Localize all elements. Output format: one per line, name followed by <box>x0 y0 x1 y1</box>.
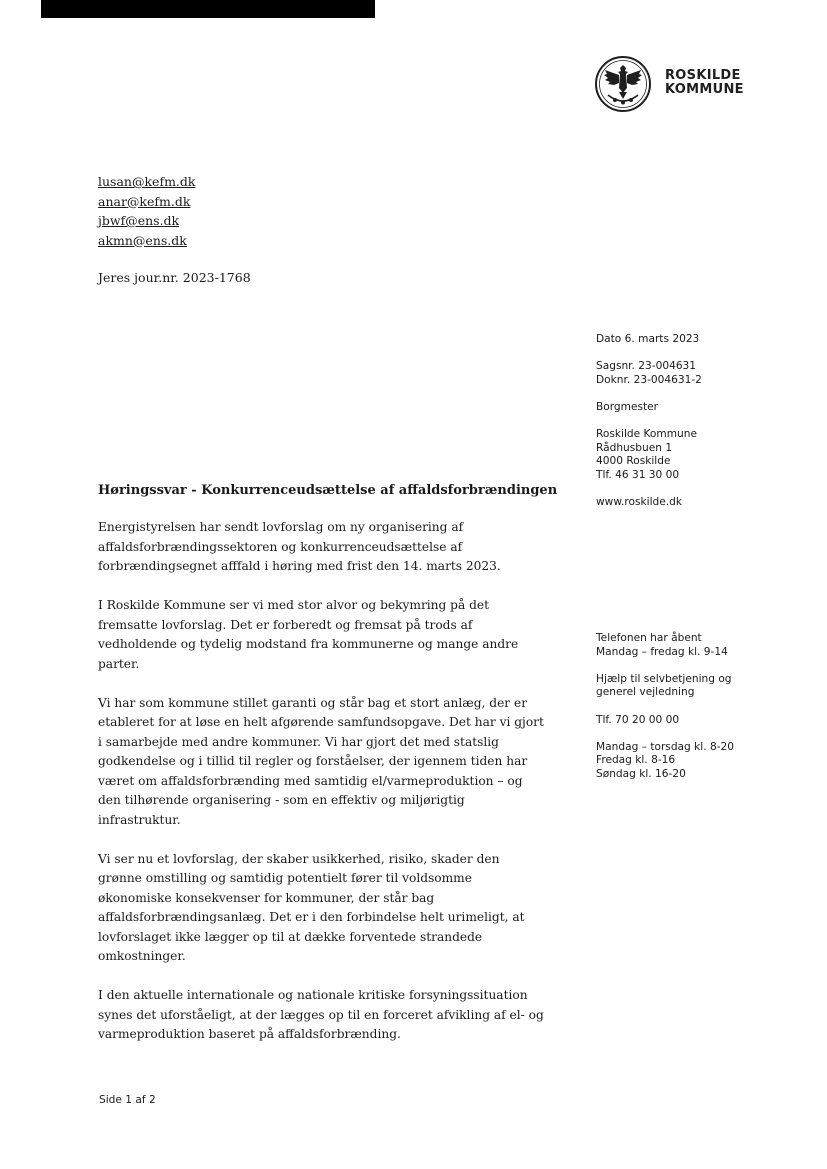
address-line: 4000 Roskilde <box>596 455 671 468</box>
text-line: vedholdende og tydelig modstand fra kommunerne og mange andre <box>98 637 519 651</box>
text-line: omkostninger. <box>98 949 186 963</box>
hours-title: Telefonen har åbent <box>596 632 702 644</box>
text-line: Vi har som kommune stillet garanti og står bag et stort anlæg, der er <box>98 695 528 710</box>
redaction-bar <box>41 0 375 18</box>
journal-number: Jeres jour.nr. 2023-1768 <box>98 270 251 285</box>
text-line: fremsatte lovforslag. Det er forberedt og fremsat på trods af <box>98 617 473 632</box>
help-phone: Tlf. 70 20 00 00 <box>596 713 680 726</box>
logo-text <box>665 69 744 97</box>
case-number: Sagsnr. 23-004631 <box>596 360 697 373</box>
date-label: Dato 6. marts 2023 <box>596 333 700 345</box>
text-line: grønne omstilling og samtidig potentielt fører til voldsomme <box>98 871 472 885</box>
logo-line1: ROSKILDE <box>665 68 741 83</box>
recipient-email[interactable]: lusan@kefm.dk <box>98 174 196 189</box>
text-line: været om affaldsforbrænding med samtidig el/varmeproduktion – og <box>98 773 523 788</box>
paragraph <box>98 986 543 1045</box>
recipient-email[interactable]: akmn@ens.dk <box>98 232 187 248</box>
eagle-crest-icon <box>594 55 652 113</box>
text-line: den tilhørende organisering - som en effektiv og miljørigtig <box>98 793 465 807</box>
text-line: Vi ser nu et lovforslag, der skaber usikkerhed, risiko, skader den <box>98 851 500 866</box>
sender-title: Borgmester <box>596 400 659 413</box>
text-line: synes det uforståeligt, at der lægges op til en forceret afvikling af el- og <box>98 1007 544 1022</box>
opening-hours: Mandag – torsdag kl. 8-20 <box>596 740 734 753</box>
website-link[interactable]: www.roskilde.dk <box>596 496 683 509</box>
text-line: affaldsforbrændingsanlæg. Det er i den forbindelse helt urimeligt, at <box>98 910 525 924</box>
help-line: generel vejledning <box>596 686 695 699</box>
hours-phone: Mandag – fredag kl. 9-14 <box>596 645 728 658</box>
text-line: I den aktuelle internationale og nationale kritiske forsyningssituation <box>98 988 528 1002</box>
letter-body <box>98 518 543 1064</box>
document-number: Doknr. 23-004631-2 <box>596 373 702 386</box>
letter-title: Høringssvar - Konkurrenceudsættelse af affaldsforbrændingen <box>98 483 558 498</box>
paragraph <box>98 518 543 577</box>
help-line: Hjælp til selvbetjening og <box>596 672 732 685</box>
opening-hours: Fredag kl. 8-16 <box>596 754 676 767</box>
address-line: Rådhusbuen 1 <box>596 441 673 454</box>
page-number: Side 1 af 2 <box>99 1094 156 1106</box>
text-line: infrastruktur. <box>98 812 181 827</box>
recipient-list <box>98 172 195 250</box>
address-line: Roskilde Kommune <box>596 428 698 441</box>
opening-hours: Søndag kl. 16-20 <box>596 767 686 780</box>
sidebar-hours <box>596 632 734 782</box>
sidebar-metadata <box>596 333 702 510</box>
paragraph <box>98 596 543 674</box>
recipient-email[interactable]: anar@kefm.dk <box>98 193 191 209</box>
logo-line2: KOMMUNE <box>665 82 744 97</box>
text-line: forbrændingsegnet afffald i høring med frist den 14. marts 2023. <box>98 559 501 573</box>
text-line: Energistyrelsen har sendt lovforslag om ny organisering af <box>98 520 464 534</box>
text-line: godkendelse og i tillid til regler og forståelser, der igennem tiden har <box>98 754 528 768</box>
text-line: affaldsforbrændingssektoren og konkurrenceudsættelse af <box>98 539 463 554</box>
text-line: i samarbejde med andre kommuner. Vi har gjort det med statslig <box>98 734 499 749</box>
text-line: I Roskilde Kommune ser vi med stor alvor og bekymring på det <box>98 598 490 612</box>
text-line: varmeproduktion baseret på affaldsforbrænding. <box>98 1027 401 1041</box>
text-line: etableret for at løse en helt afgørende samfundsopgave. Det har vi gjort <box>98 715 544 729</box>
text-line: lovforslaget ikke lægger op til at dække forventede strandede <box>98 929 483 944</box>
roskilde-logo <box>594 55 754 113</box>
recipient-email[interactable]: jbwf@ens.dk <box>98 213 180 228</box>
phone-line: Tlf. 46 31 30 00 <box>596 468 680 481</box>
paragraph <box>98 694 543 831</box>
text-line: parter. <box>98 656 140 671</box>
paragraph <box>98 850 543 967</box>
text-line: økonomiske konsekvenser for kommuner, der står bag <box>98 890 435 905</box>
